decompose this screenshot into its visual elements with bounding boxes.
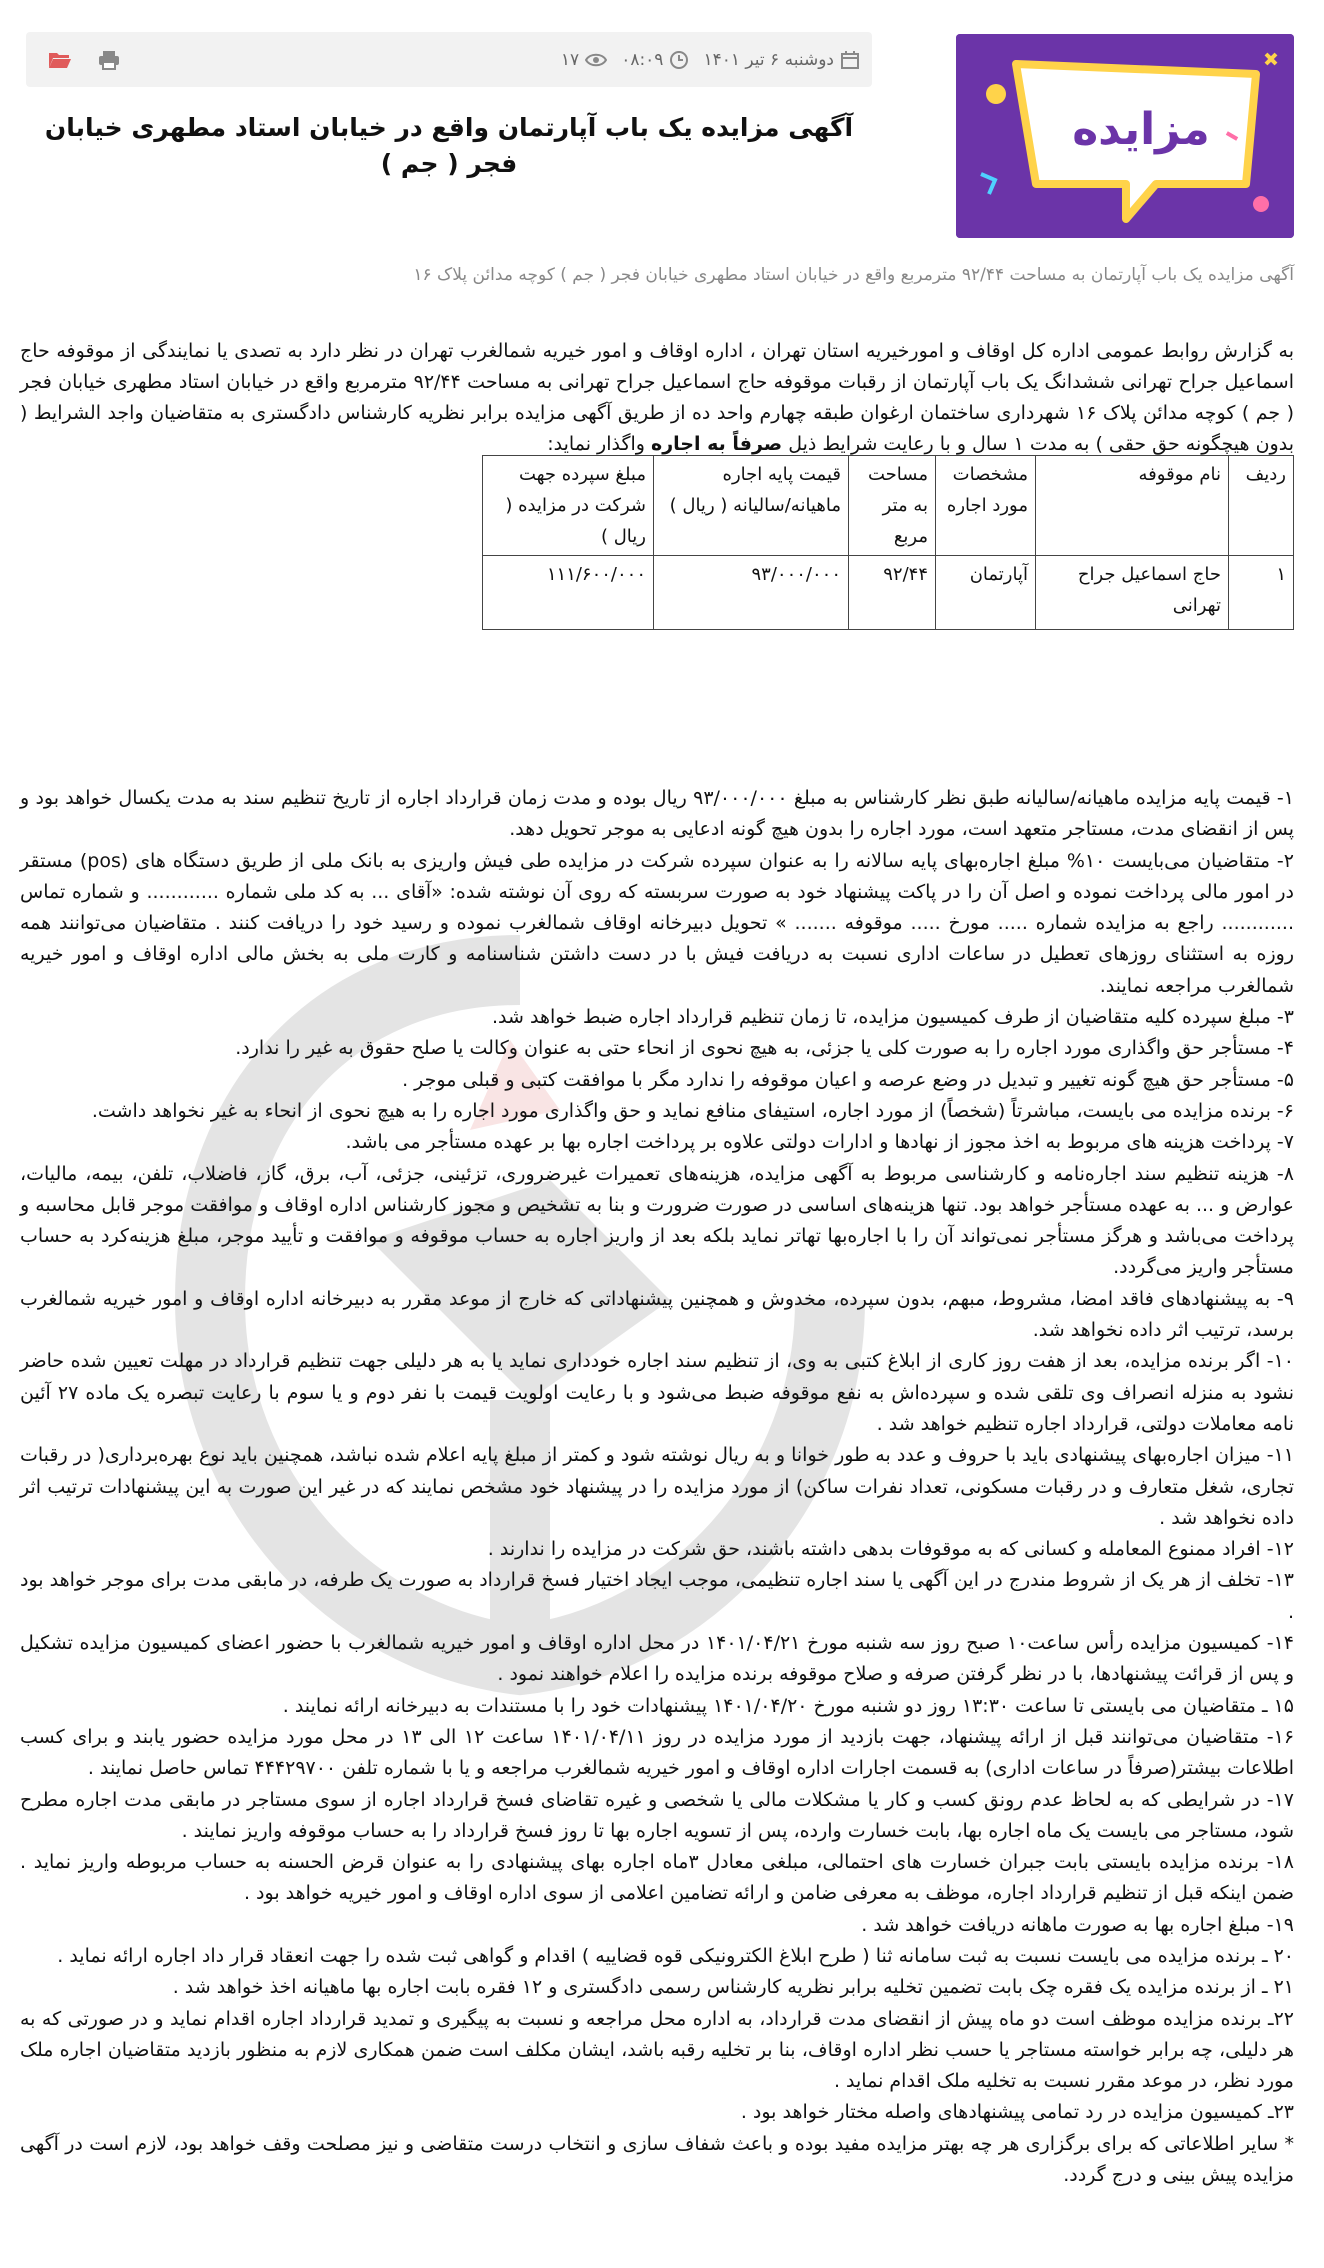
print-icon[interactable] — [98, 50, 120, 70]
thumbnail-label: مزایده — [1072, 104, 1210, 155]
condition-item: ۲۰ ـ برنده مزایده می بایست نسبت به ثبت سامانه ثنا ( طرح ابلاغ الکترونیکی قوه قضاییه ) اقدام و گواهی ثبت شده را جهت انعقاد قرار داد اجاره ارائه نماید . — [57, 1944, 1294, 1967]
thumbnail-art — [956, 34, 1294, 238]
condition-item: ۱۴- کمیسیون مزایده رأس ساعت۱۰ صبح روز سه شنبه مورخ ۱۴۰۱/۰۴/۲۱ در محل اداره اوقاف و امور خیریه شمالغرب با حضور اعضای کمیسیون مزایده تشکیل و پس از قرائت پیشنهادها، با در نظر گرفتن صرفه و صلاح موقوفه برنده مزایده را اعلام خواهند نمود . — [20, 1632, 1294, 1686]
folder-icon[interactable] — [48, 50, 72, 70]
conditions-list — [20, 783, 1294, 2191]
table-cell: آپارتمان — [936, 556, 1036, 630]
condition-item: ۲۱ ـ از برنده مزایده یک فقره چک بابت تضمین تخلیه برابر نظریه کارشناس رسمی دادگستری و ۱۲ فقره بابت اجاره بها ماهیانه اخذ خواهد شد . — [172, 1976, 1294, 1999]
condition-item: ۶- برنده مزایده می بایست، مباشرتاً (شخصاً) از مورد اجاره، استیفای منافع نماید و حق واگذاری مورد اجاره را به هیچ نحوی از انحاء به غیر نخواهد داشت. — [91, 1099, 1294, 1122]
condition-item: ۵- مستأجر حق هیچ گونه تغییر و تبدیل در وضع عرصه و اعیان موقوفه را ندارد مگر با موافقت کتبی و قبلی موجر . — [402, 1068, 1294, 1091]
header-cell: مبلغ سپرده جهت شرکت در مزایده ( ریال ) — [483, 456, 654, 556]
time-meta — [621, 50, 689, 70]
calendar-icon — [840, 50, 860, 70]
condition-item: ۱۵ ـ متقاضیان می بایستی تا ساعت ۱۳:۳۰ روز دو شنبه مورخ ۱۴۰۱/۰۴/۲۰ پیشنهادات خود را با مستندات به دبیرخانه ارائه نمایند . — [282, 1694, 1294, 1717]
table-cell: ۹۳/۰۰۰/۰۰۰ — [654, 556, 849, 630]
header-cell: قیمت پایه اجاره ماهیانه/سالیانه ( ریال ) — [654, 456, 849, 556]
condition-item: ۳- مبلغ سپرده کلیه متقاضیان از طرف کمیسیون مزایده، تا زمان تنظیم قرارداد اجاره ضبط خواهد شد. — [492, 1006, 1294, 1029]
condition-item: ۴- مستأجر حق واگذاری مورد اجاره را به صورت کلی یا جزئی، به هیچ نحوی از انحاء حتی به عنوان وکالت یا صلح حقوق به غیر را ندارد. — [235, 1037, 1294, 1060]
article-subtitle: آگهی مزایده یک باب آپارتمان به مساحت ۹۲/۴۴ مترمربع واقع در خیابان استاد مطهری خیابان فجر ( جم ) کوچه مدائن پلاک ۱۶ — [413, 265, 1294, 285]
header-cell: مشخصات مورد اجاره — [936, 456, 1036, 556]
intro-end: واگذار نماید: — [547, 433, 651, 455]
condition-item: ۱۹- مبلغ اجاره بها به صورت ماهانه دریافت خواهد شد . — [861, 1913, 1294, 1936]
table-cell: حاج اسماعیل جراح تهرانی — [1036, 556, 1229, 630]
condition-item: ۱۳- تخلف از هر یک از شروط مندرج در این آگهی یا سند اجاره تنظیمی، موجب ایجاد اختیار فسخ قرارداد به صورت یک طرفه، در مابقی مدت برای موجر خواهد بود . — [20, 1569, 1294, 1623]
page-title: آگهی مزایده یک باب آپارتمان واقع در خیابان استاد مطهری خیابان فجر ( جم ) — [44, 113, 854, 178]
date-text: دوشنبه ۶ تیر ۱۴۰۱ — [703, 49, 834, 70]
condition-item: ۱۰- اگر برنده مزایده، بعد از هفت روز کاری از ابلاغ کتبی به وی، از تنظیم سند اجاره خودداری نماید یا به هر دلیلی جهت تنظیم قرارداد در مهلت تعیین شده حاضر نشود به منزله انصراف وی تلقی شده و سپرده‌اش به نفع موقوفه ضبط می‌شود و با رعایت اولویت قیمت با نفر دوم و یا سوم با رعایت تبصره یک ماده ۲۷ آئین نامه معاملات دولتی، قرارداد اجاره تنظیم خواهد شد . — [20, 1350, 1294, 1435]
clock-icon — [669, 50, 689, 70]
condition-item: ۹- به پیشنهادهای فاقد امضا، مشروط، مبهم، بدون سپرده، مخدوش و همچنین پیشنهاداتی که خارج از موعد مقرر به دبیرخانه اداره اوقاف و امور خیریه شمالغرب برسد، ترتیب اثر داده نخواهد شد. — [20, 1287, 1294, 1342]
intro-text: به گزارش روابط عمومی اداره کل اوقاف و امورخیریه استان تهران ، اداره اوقاف و امور خیریه شمالغرب تهران در نظر دارد به تصدی یا نمایندگی از موقوفه حاج اسماعیل جراح تهرانی ششدانگ یک باب آپارتمان از رقبات موقوفه حاج اسماعیل جراح تهرانی به مساحت ۹۲/۴۴ مترمربع واقع در خیابان استاد مطهری خیابان فجر ( جم ) کوچه مدائن پلاک ۱۶ شهرداری ساختمان ارغوان طبقه چهارم واحد ده از طریق آگهی مزایده برابر نظریه کارشناس دادگستری به متقاضیان واجد الشرایط ( بدون هیچگونه حق حقی ) به مدت ۱ سال و با رعایت شرایط ذیل — [20, 340, 1295, 455]
condition-item: ۱- قیمت پایه مزایده ماهیانه/سالیانه طبق نظر کارشناس به مبلغ ۹۳/۰۰۰/۰۰۰ ریال بوده و مدت زمان قرارداد اجاره از تاریخ تنظیم سند به مدت یکسال خواهد بود و پس از انقضای مدت، مستاجر متعهد است، مورد اجاره را بدون هیچ گونه ادعایی به موجر تحویل دهد. — [20, 787, 1295, 841]
table-header-row — [483, 456, 1294, 556]
intro-paragraph — [20, 336, 1294, 460]
intro-bold: صرفاً به اجاره — [651, 433, 783, 455]
table-row — [483, 556, 1294, 630]
table-cell: ۹۲/۴۴ — [849, 556, 936, 630]
meta-bar — [26, 32, 872, 87]
condition-item: ۱۲- افراد ممنوع المعامله و کسانی که به موقوفات بدهی داشته باشند، حق شرکت در مزایده را ندارند . — [487, 1538, 1294, 1561]
views-meta — [561, 50, 607, 70]
header-cell: ردیف — [1229, 456, 1294, 556]
condition-item: ۱۶- متقاضیان می‌توانند قبل از ارائه پیشنهاد، جهت بازدید از مورد مزایده در روز ۱۴۰۱/۰۴/۱۱ ساعت ۱۲ الی ۱۳ در محل مورد مزایده حضور یابند و برای کسب اطلاعات بیشتر(صرفاً در ساعات اداری) به قسمت اجارات اداره اوقاف و امور خیریه شمالغرب مراجعه و یا با شماره تلفن ۴۴۴۲۹۷۰۰ تماس حاصل نمایند . — [20, 1725, 1295, 1780]
condition-item: ۲- متقاضیان می‌بایست ۱۰% مبلغ اجاره‌بهای پایه سالانه را به عنوان سپرده شرکت در مزایده طی فیش واریزی به بانک ملی از طریق دستگاه های (pos) مستقر در امور مالی پرداخت نموده و اصل آن را در پاکت پیشنهاد خود به صورت سربسته که روی آن نوشته شده: «آقای ... به کد ملی شماره ............ و شماره تماس ............ راجع به مزایده شماره ..... مورخ ..... موقوفه ....... » تحویل دبیرخانه اوقاف شمالغرب نموده و رسید خود را دریافت کنند . متقاضیان می‌توانند همه روزه به استثنای روزهای تعطیل در ساعات اداری نسبت به دریافت فیش با در دست داشتن شناسنامه و کارت ملی به بخش مالی اداره اوقاف و امور خیریه شمالغرب مراجعه نمایند. — [20, 849, 1294, 997]
auction-table — [482, 455, 1294, 630]
date-meta — [703, 50, 860, 70]
header-cell: نام موقوفه — [1036, 456, 1229, 556]
condition-item: ۲۳ـ کمیسیون مزایده در رد تمامی پیشنهادهای واصله مختار خواهد بود . — [740, 2101, 1294, 2124]
condition-item: ۱۱- میزان اجاره‌بهای پیشنهادی باید با حروف و عدد به طور خوانا و به ریال نوشته شود و کمتر از مبلغ پایه اعلام شده نباشد، همچنین باید نوع بهره‌برداری( در رقبات تجاری، شغل متعارف و در رقبات مسکونی، تعداد نفرات ساکن) از مورد مزایده را در پیشنهاد خود مشخص نمایند که در غیر این صورت به این پیشنهادات ترتیب اثر داده نخواهد شد . — [20, 1444, 1294, 1529]
views-count: ۱۷ — [560, 49, 580, 70]
article-thumbnail — [956, 34, 1294, 238]
condition-item: ۲۲ـ برنده مزایده موظف است دو ماه پیش از انقضای مدت قرارداد، به اداره محل مراجعه و نسبت به پیگیری و تمدید قرارداد اجاره اقدام نماید و در صورتی که به هر دلیلی، چه برابر خواسته مستاجر یا حسب نظر اداره اوقاف، بنا بر تخلیه رقبه باشد، ایشان مکلف است ضمن همکاری لازم به منظور بازدید متقاضیان اجاره ملک مورد نظر، در موعد مقرر نسبت به تخلیه ملک اقدام نماید . — [20, 2007, 1294, 2093]
condition-item: ۱۷- در شرایطی که به لحاظ عدم رونق کسب و کار یا مشکلات مالی یا شخصی و غیره تقاضای فسخ قرارداد اجاره از سوی مستاجر در مابقی مدت اجاره مطرح شود، مستاجر می بایست یک ماه اجاره بها، بابت خسارت وارده، پس از تسویه اجاره بها تا روز فسخ قرارداد را به حساب موقوفه واریز نمایند . — [20, 1788, 1294, 1842]
condition-item: ۸- هزینه تنظیم سند اجاره‌نامه و کارشناسی مربوط به آگهی مزایده، هزینه‌های تعمیرات غیرضروری، تزئینی، جزئی، آب، برق، گاز، فاضلاب، تلفن، بیمه، مالیات، عوارض و ... به عهده مستأجر خواهد بود. تنها هزینه‌های اساسی در صورت ضرورت و بنا به تشخیص و مجوز کارشناس اداره اوقاف و موافقت موجر قابل محاسبه و پرداخت می‌باشد و هرگز مستأجر نمی‌تواند آن را با اجاره‌بها تهاتر نماید بلکه بعد از واریز اجاره به حساب موقوفه و موافقت و تأیید موجر، مبلغ هزینه‌کرد به حساب مستأجر واریز می‌گردد. — [20, 1162, 1294, 1279]
eye-icon — [585, 52, 607, 68]
table-cell: ۱ — [1229, 556, 1294, 630]
time-text: ۰۸:۰۹ — [621, 49, 664, 70]
table-cell: ۱۱۱/۶۰۰/۰۰۰ — [483, 556, 654, 630]
header-cell: مساحت به متر مربع — [849, 456, 936, 556]
condition-item: * سایر اطلاعاتی که برای برگزاری هر چه بهتر مزایده مفید بوده و باعث شفاف سازی و انتخاب درست متقاضی و نیز مصلحت وقف خواهد بود، لازم است در آگهی مزایده پیش بینی و درج گردد. — [20, 2132, 1294, 2187]
condition-item: ۱۸- برنده مزایده بایستی بابت جبران خسارت های احتمالی، مبلغی معادل ۳ماه اجاره بهای پیشنهادی را به عنوان قرض الحسنه به حساب مربوطه واریز نماید . ضمن اینکه قبل از تنظیم قرارداد اجاره، موظف به معرفی ضامن و ارائه تضامین اعلامی از سوی اداره اوقاف و امور خیریه خواهد بود . — [20, 1851, 1294, 1905]
condition-item: ۷- پرداخت هزینه های مربوط به اخذ مجوز از نهادها و ادارات دولتی علاوه بر پرداخت اجاره بها بر عهده مستأجر می باشد. — [345, 1131, 1294, 1154]
